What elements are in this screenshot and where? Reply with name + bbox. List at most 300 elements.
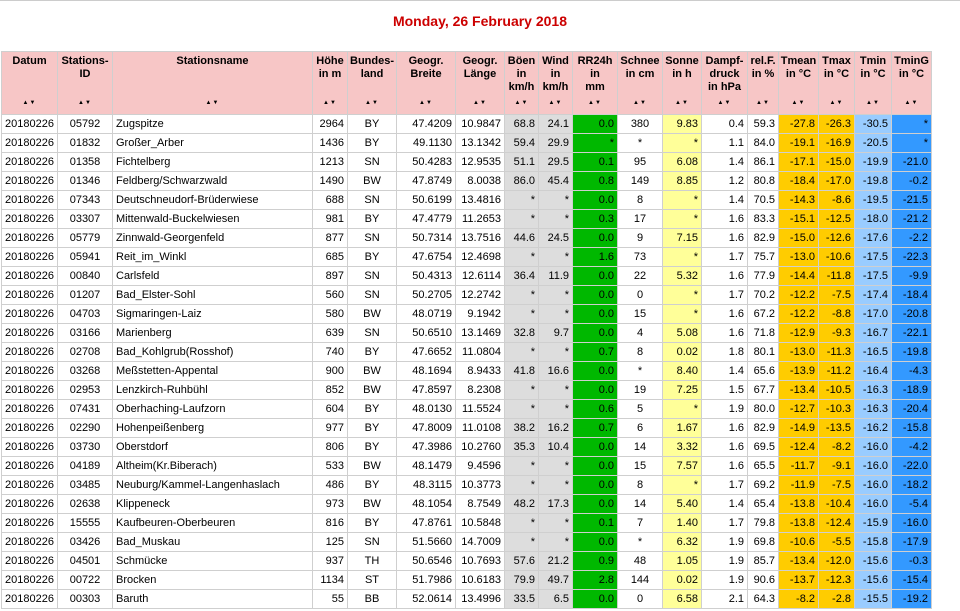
cell-tn: -18.0 [855,210,892,229]
cell-rr: 0.9 [573,552,618,571]
cell-sn: Schmücke [113,552,313,571]
cell-sn: Bad_Muskau [113,533,313,552]
cell-tx: -16.9 [819,134,855,153]
cell-id: 02638 [58,495,113,514]
cell-tx: -12.6 [819,229,855,248]
cell-sch: 6 [618,419,663,438]
cell-boe: 57.6 [505,552,539,571]
cell-id: 04703 [58,305,113,324]
cell-rf: 83.3 [748,210,779,229]
cell-boe: 44.6 [505,229,539,248]
cell-wind: 45.4 [539,172,573,191]
cell-tg: -4.2 [892,438,932,457]
page-title: Monday, 26 February 2018 [392,13,568,29]
cell-tn: -16.3 [855,400,892,419]
cell-dd: 1.9 [702,571,748,590]
cell-rr: 0.0 [573,533,618,552]
cell-tm: -8.2 [779,590,819,609]
cell-so: * [663,305,702,324]
cell-br: 48.1694 [397,362,456,381]
cell-tn: -16.0 [855,438,892,457]
cell-tn: -20.5 [855,134,892,153]
cell-sch: 7 [618,514,663,533]
cell-sch: 95 [618,153,663,172]
sort-arrows-icon[interactable]: ▲▼ [756,100,770,106]
table-row [2,514,932,533]
cell-id: 02708 [58,343,113,362]
cell-id: 05779 [58,229,113,248]
cell-sn: Oberstdorf [113,438,313,457]
cell-tm: -17.1 [779,153,819,172]
cell-tm: -13.4 [779,381,819,400]
table-row [2,419,932,438]
cell-datum: 20180226 [2,495,58,514]
sort-arrows-icon[interactable]: ▲▼ [588,100,602,106]
cell-hoe: 937 [313,552,348,571]
cell-wind: * [539,514,573,533]
cell-br: 50.4283 [397,153,456,172]
cell-datum: 20180226 [2,571,58,590]
cell-sn: Fichtelberg [113,153,313,172]
cell-datum: 20180226 [2,400,58,419]
cell-hoe: 1134 [313,571,348,590]
cell-br: 47.4779 [397,210,456,229]
cell-sn: Lenzkirch-Ruhbühl [113,381,313,400]
cell-la: 11.0804 [456,343,505,362]
cell-sn: Mittenwald-Buckelwiesen [113,210,313,229]
cell-sn: Hohenpeißenberg [113,419,313,438]
cell-rf: 65.5 [748,457,779,476]
cell-br: 48.1479 [397,457,456,476]
cell-la: 14.7009 [456,533,505,552]
cell-datum: 20180226 [2,476,58,495]
cell-so: 8.40 [663,362,702,381]
cell-land: BY [348,248,397,267]
cell-sch: 17 [618,210,663,229]
cell-rr: 0.0 [573,476,618,495]
cell-tx: -9.1 [819,457,855,476]
cell-land: SN [348,324,397,343]
cell-tm: -13.9 [779,362,819,381]
cell-wind: 11.9 [539,267,573,286]
cell-tm: -13.0 [779,343,819,362]
column-header-hoe[interactable] [313,52,348,115]
cell-so: * [663,286,702,305]
cell-tn: -16.0 [855,476,892,495]
cell-datum: 20180226 [2,267,58,286]
cell-dd: 1.6 [702,267,748,286]
cell-id: 03307 [58,210,113,229]
cell-boe: 41.8 [505,362,539,381]
cell-la: 10.7693 [456,552,505,571]
cell-tg: -15.4 [892,571,932,590]
cell-wind: 16.6 [539,362,573,381]
sort-arrows-icon[interactable]: ▲▼ [866,100,880,106]
cell-dd: 1.6 [702,324,748,343]
cell-datum: 20180226 [2,419,58,438]
column-header-boe[interactable] [505,52,539,115]
column-header-dd[interactable] [702,52,748,115]
cell-wind: 21.2 [539,552,573,571]
table-row [2,362,932,381]
column-header-so[interactable] [663,52,702,115]
cell-so: 3.32 [663,438,702,457]
cell-sn: Bad_Kohlgrub(Rosshof) [113,343,313,362]
cell-wind: 49.7 [539,571,573,590]
table-row [2,457,932,476]
cell-tm: -15.1 [779,210,819,229]
sort-arrows-icon[interactable]: ▲▼ [78,100,92,106]
table-row [2,324,932,343]
cell-rf: 69.2 [748,476,779,495]
cell-dd: 1.2 [702,172,748,191]
cell-br: 51.5660 [397,533,456,552]
cell-tg: -0.3 [892,552,932,571]
cell-datum: 20180226 [2,533,58,552]
cell-sch: * [618,134,663,153]
cell-dd: 1.6 [702,457,748,476]
cell-la: 11.2653 [456,210,505,229]
sort-arrows-icon[interactable]: ▲▼ [419,100,433,106]
table-row [2,590,932,609]
cell-rr: 0.0 [573,305,618,324]
cell-rf: 70.2 [748,286,779,305]
cell-la: 12.4698 [456,248,505,267]
cell-rr: 0.0 [573,438,618,457]
cell-la: 10.9847 [456,115,505,134]
table-row [2,533,932,552]
cell-boe: 38.2 [505,419,539,438]
cell-datum: 20180226 [2,191,58,210]
column-header-tg[interactable] [892,52,932,115]
cell-rr: 0.0 [573,362,618,381]
sort-arrows-icon[interactable]: ▲▼ [717,100,732,106]
sort-arrows-icon[interactable]: ▲▼ [675,100,689,106]
cell-sch: 9 [618,229,663,248]
cell-rf: 64.3 [748,590,779,609]
cell-so: * [663,476,702,495]
cell-rr: 0.3 [573,210,618,229]
column-header-label: Geogr. Breite [408,55,444,80]
table-row [2,191,932,210]
cell-tx: -8.8 [819,305,855,324]
cell-dd: 1.9 [702,552,748,571]
cell-tg: -22.1 [892,324,932,343]
cell-hoe: 560 [313,286,348,305]
cell-tx: -10.4 [819,495,855,514]
cell-tx: -26.3 [819,115,855,134]
cell-so: 5.08 [663,324,702,343]
cell-dd: 1.6 [702,419,748,438]
cell-br: 47.8009 [397,419,456,438]
cell-br: 48.1054 [397,495,456,514]
cell-sn: Oberhaching-Laufzorn [113,400,313,419]
cell-so: 6.58 [663,590,702,609]
column-header-label: Böen in km/h [507,55,536,93]
sort-arrows-icon[interactable]: ▲▼ [548,100,563,106]
cell-la: 13.7516 [456,229,505,248]
cell-sn: Brocken [113,571,313,590]
cell-tg: -21.0 [892,153,932,172]
cell-br: 52.0614 [397,590,456,609]
cell-tn: -16.2 [855,419,892,438]
cell-br: 50.4313 [397,267,456,286]
cell-la: 13.4816 [456,191,505,210]
cell-so: 6.32 [663,533,702,552]
cell-rf: 80.1 [748,343,779,362]
cell-tn: -17.5 [855,248,892,267]
cell-id: 01346 [58,172,113,191]
cell-datum: 20180226 [2,457,58,476]
cell-rr: 0.1 [573,153,618,172]
column-header-br[interactable] [397,52,456,115]
cell-rr: 0.6 [573,400,618,419]
column-header-la[interactable] [456,52,505,115]
sort-arrows-icon[interactable]: ▲▼ [365,100,379,106]
sort-arrows-icon[interactable]: ▲▼ [323,100,337,106]
cell-la: 12.9535 [456,153,505,172]
column-header-tm[interactable] [779,52,819,115]
cell-so: 1.40 [663,514,702,533]
cell-hoe: 688 [313,191,348,210]
cell-rf: 82.9 [748,229,779,248]
weather-table [1,51,932,609]
cell-dd: 1.8 [702,343,748,362]
cell-land: SN [348,229,397,248]
cell-br: 47.6754 [397,248,456,267]
column-header-id[interactable] [58,52,113,115]
cell-tn: -17.6 [855,229,892,248]
cell-dd: 1.7 [702,286,748,305]
cell-tn: -16.3 [855,381,892,400]
cell-boe: 48.2 [505,495,539,514]
cell-so: 1.67 [663,419,702,438]
table-row [2,267,932,286]
table-row [2,210,932,229]
cell-rf: 75.7 [748,248,779,267]
cell-wind: * [539,400,573,419]
cell-boe: * [505,381,539,400]
column-header-tn[interactable] [855,52,892,115]
cell-sch: 19 [618,381,663,400]
cell-br: 50.6510 [397,324,456,343]
sort-arrows-icon[interactable]: ▲▼ [514,100,529,106]
cell-tn: -19.9 [855,153,892,172]
cell-so: 5.32 [663,267,702,286]
sort-arrows-icon[interactable]: ▲▼ [904,100,919,106]
column-header-datum[interactable] [2,52,58,115]
cell-dd: 1.4 [702,153,748,172]
cell-dd: 1.5 [702,381,748,400]
cell-tx: -2.8 [819,590,855,609]
cell-hoe: 1490 [313,172,348,191]
cell-tx: -9.3 [819,324,855,343]
cell-so: 8.85 [663,172,702,191]
cell-sn: Zinnwald-Georgenfeld [113,229,313,248]
sort-arrows-icon[interactable]: ▲▼ [22,100,37,106]
cell-datum: 20180226 [2,286,58,305]
cell-datum: 20180226 [2,305,58,324]
cell-datum: 20180226 [2,115,58,134]
cell-tg: -16.0 [892,514,932,533]
cell-br: 50.7314 [397,229,456,248]
cell-sch: 0 [618,590,663,609]
cell-id: 03426 [58,533,113,552]
column-header-land[interactable] [348,52,397,115]
cell-tg: -21.5 [892,191,932,210]
cell-rr: 2.8 [573,571,618,590]
cell-rf: 69.8 [748,533,779,552]
cell-id: 05792 [58,115,113,134]
cell-tx: -13.5 [819,419,855,438]
cell-dd: 1.9 [702,400,748,419]
cell-tm: -13.8 [779,514,819,533]
cell-wind: 24.1 [539,115,573,134]
cell-tg: -19.2 [892,590,932,609]
column-header-label: Stationsname [176,55,249,67]
cell-br: 47.8749 [397,172,456,191]
cell-rf: 79.8 [748,514,779,533]
cell-rr: 0.0 [573,286,618,305]
cell-tx: -5.5 [819,533,855,552]
cell-la: 9.1942 [456,305,505,324]
column-header-tx[interactable] [819,52,855,115]
cell-dd: 0.4 [702,115,748,134]
cell-datum: 20180226 [2,324,58,343]
cell-tn: -17.0 [855,305,892,324]
cell-hoe: 877 [313,229,348,248]
cell-la: 10.6183 [456,571,505,590]
cell-boe: * [505,248,539,267]
cell-br: 50.6546 [397,552,456,571]
cell-rr: 0.8 [573,172,618,191]
cell-br: 47.4209 [397,115,456,134]
cell-wind: * [539,476,573,495]
cell-datum: 20180226 [2,438,58,457]
cell-id: 01832 [58,134,113,153]
cell-br: 48.0719 [397,305,456,324]
cell-la: 10.5848 [456,514,505,533]
cell-la: 8.7549 [456,495,505,514]
cell-sch: 8 [618,191,663,210]
cell-hoe: 55 [313,590,348,609]
table-row [2,229,932,248]
cell-br: 51.7986 [397,571,456,590]
sort-arrows-icon[interactable]: ▲▼ [473,100,487,106]
cell-datum: 20180226 [2,343,58,362]
sort-arrows-icon[interactable]: ▲▼ [205,100,220,106]
cell-land: BY [348,343,397,362]
cell-sn: Carlsfeld [113,267,313,286]
cell-land: BY [348,210,397,229]
cell-tg: -2.2 [892,229,932,248]
cell-sn: Baruth [113,590,313,609]
cell-so: 7.25 [663,381,702,400]
cell-la: 12.6114 [456,267,505,286]
cell-land: SN [348,286,397,305]
cell-sch: * [618,533,663,552]
cell-land: BW [348,172,397,191]
cell-land: BY [348,514,397,533]
cell-land: SN [348,533,397,552]
cell-tn: -16.0 [855,457,892,476]
cell-tx: -10.3 [819,400,855,419]
cell-rf: 71.8 [748,324,779,343]
cell-rf: 77.9 [748,267,779,286]
cell-tn: -30.5 [855,115,892,134]
cell-so: 7.57 [663,457,702,476]
cell-rr: 0.0 [573,590,618,609]
column-header-label: RR24h in mm [577,55,613,93]
cell-land: SN [348,267,397,286]
cell-rf: 85.7 [748,552,779,571]
cell-hoe: 973 [313,495,348,514]
table-row [2,381,932,400]
cell-sch: 0 [618,286,663,305]
cell-rr: 0.7 [573,343,618,362]
column-header-sch[interactable] [618,52,663,115]
cell-tx: -8.2 [819,438,855,457]
cell-la: 11.0108 [456,419,505,438]
column-header-label: Tmin in °C [859,55,887,80]
cell-sch: 73 [618,248,663,267]
cell-br: 50.6199 [397,191,456,210]
cell-tg: -17.9 [892,533,932,552]
cell-rf: 82.9 [748,419,779,438]
cell-tg: -18.9 [892,381,932,400]
cell-so: * [663,134,702,153]
table-row [2,153,932,172]
cell-rf: 80.8 [748,172,779,191]
column-header-rr[interactable] [573,52,618,115]
cell-tm: -14.3 [779,191,819,210]
cell-br: 48.3115 [397,476,456,495]
cell-tn: -15.6 [855,571,892,590]
cell-tm: -14.9 [779,419,819,438]
cell-tm: -11.7 [779,457,819,476]
cell-boe: * [505,305,539,324]
cell-rr: 0.0 [573,457,618,476]
cell-datum: 20180226 [2,210,58,229]
cell-br: 49.1130 [397,134,456,153]
cell-land: BY [348,400,397,419]
column-header-rf[interactable] [748,52,779,115]
cell-tg: -20.8 [892,305,932,324]
cell-tm: -14.4 [779,267,819,286]
sort-arrows-icon[interactable]: ▲▼ [633,100,647,106]
cell-land: BW [348,381,397,400]
cell-sn: Klippeneck [113,495,313,514]
cell-rr: 0.0 [573,324,618,343]
cell-wind: * [539,191,573,210]
cell-dd: 1.7 [702,514,748,533]
table-row [2,115,932,134]
column-header-sn[interactable] [113,52,313,115]
sort-arrows-icon[interactable]: ▲▼ [829,100,844,106]
cell-hoe: 125 [313,533,348,552]
cell-tx: -12.4 [819,514,855,533]
cell-hoe: 639 [313,324,348,343]
cell-tg: -22.0 [892,457,932,476]
cell-tg: -15.8 [892,419,932,438]
cell-tm: -18.4 [779,172,819,191]
sort-arrows-icon[interactable]: ▲▼ [791,100,806,106]
cell-tg: -4.3 [892,362,932,381]
top-divider [0,0,960,1]
cell-sn: Großer_Arber [113,134,313,153]
column-header-wind[interactable] [539,52,573,115]
cell-tm: -15.0 [779,229,819,248]
